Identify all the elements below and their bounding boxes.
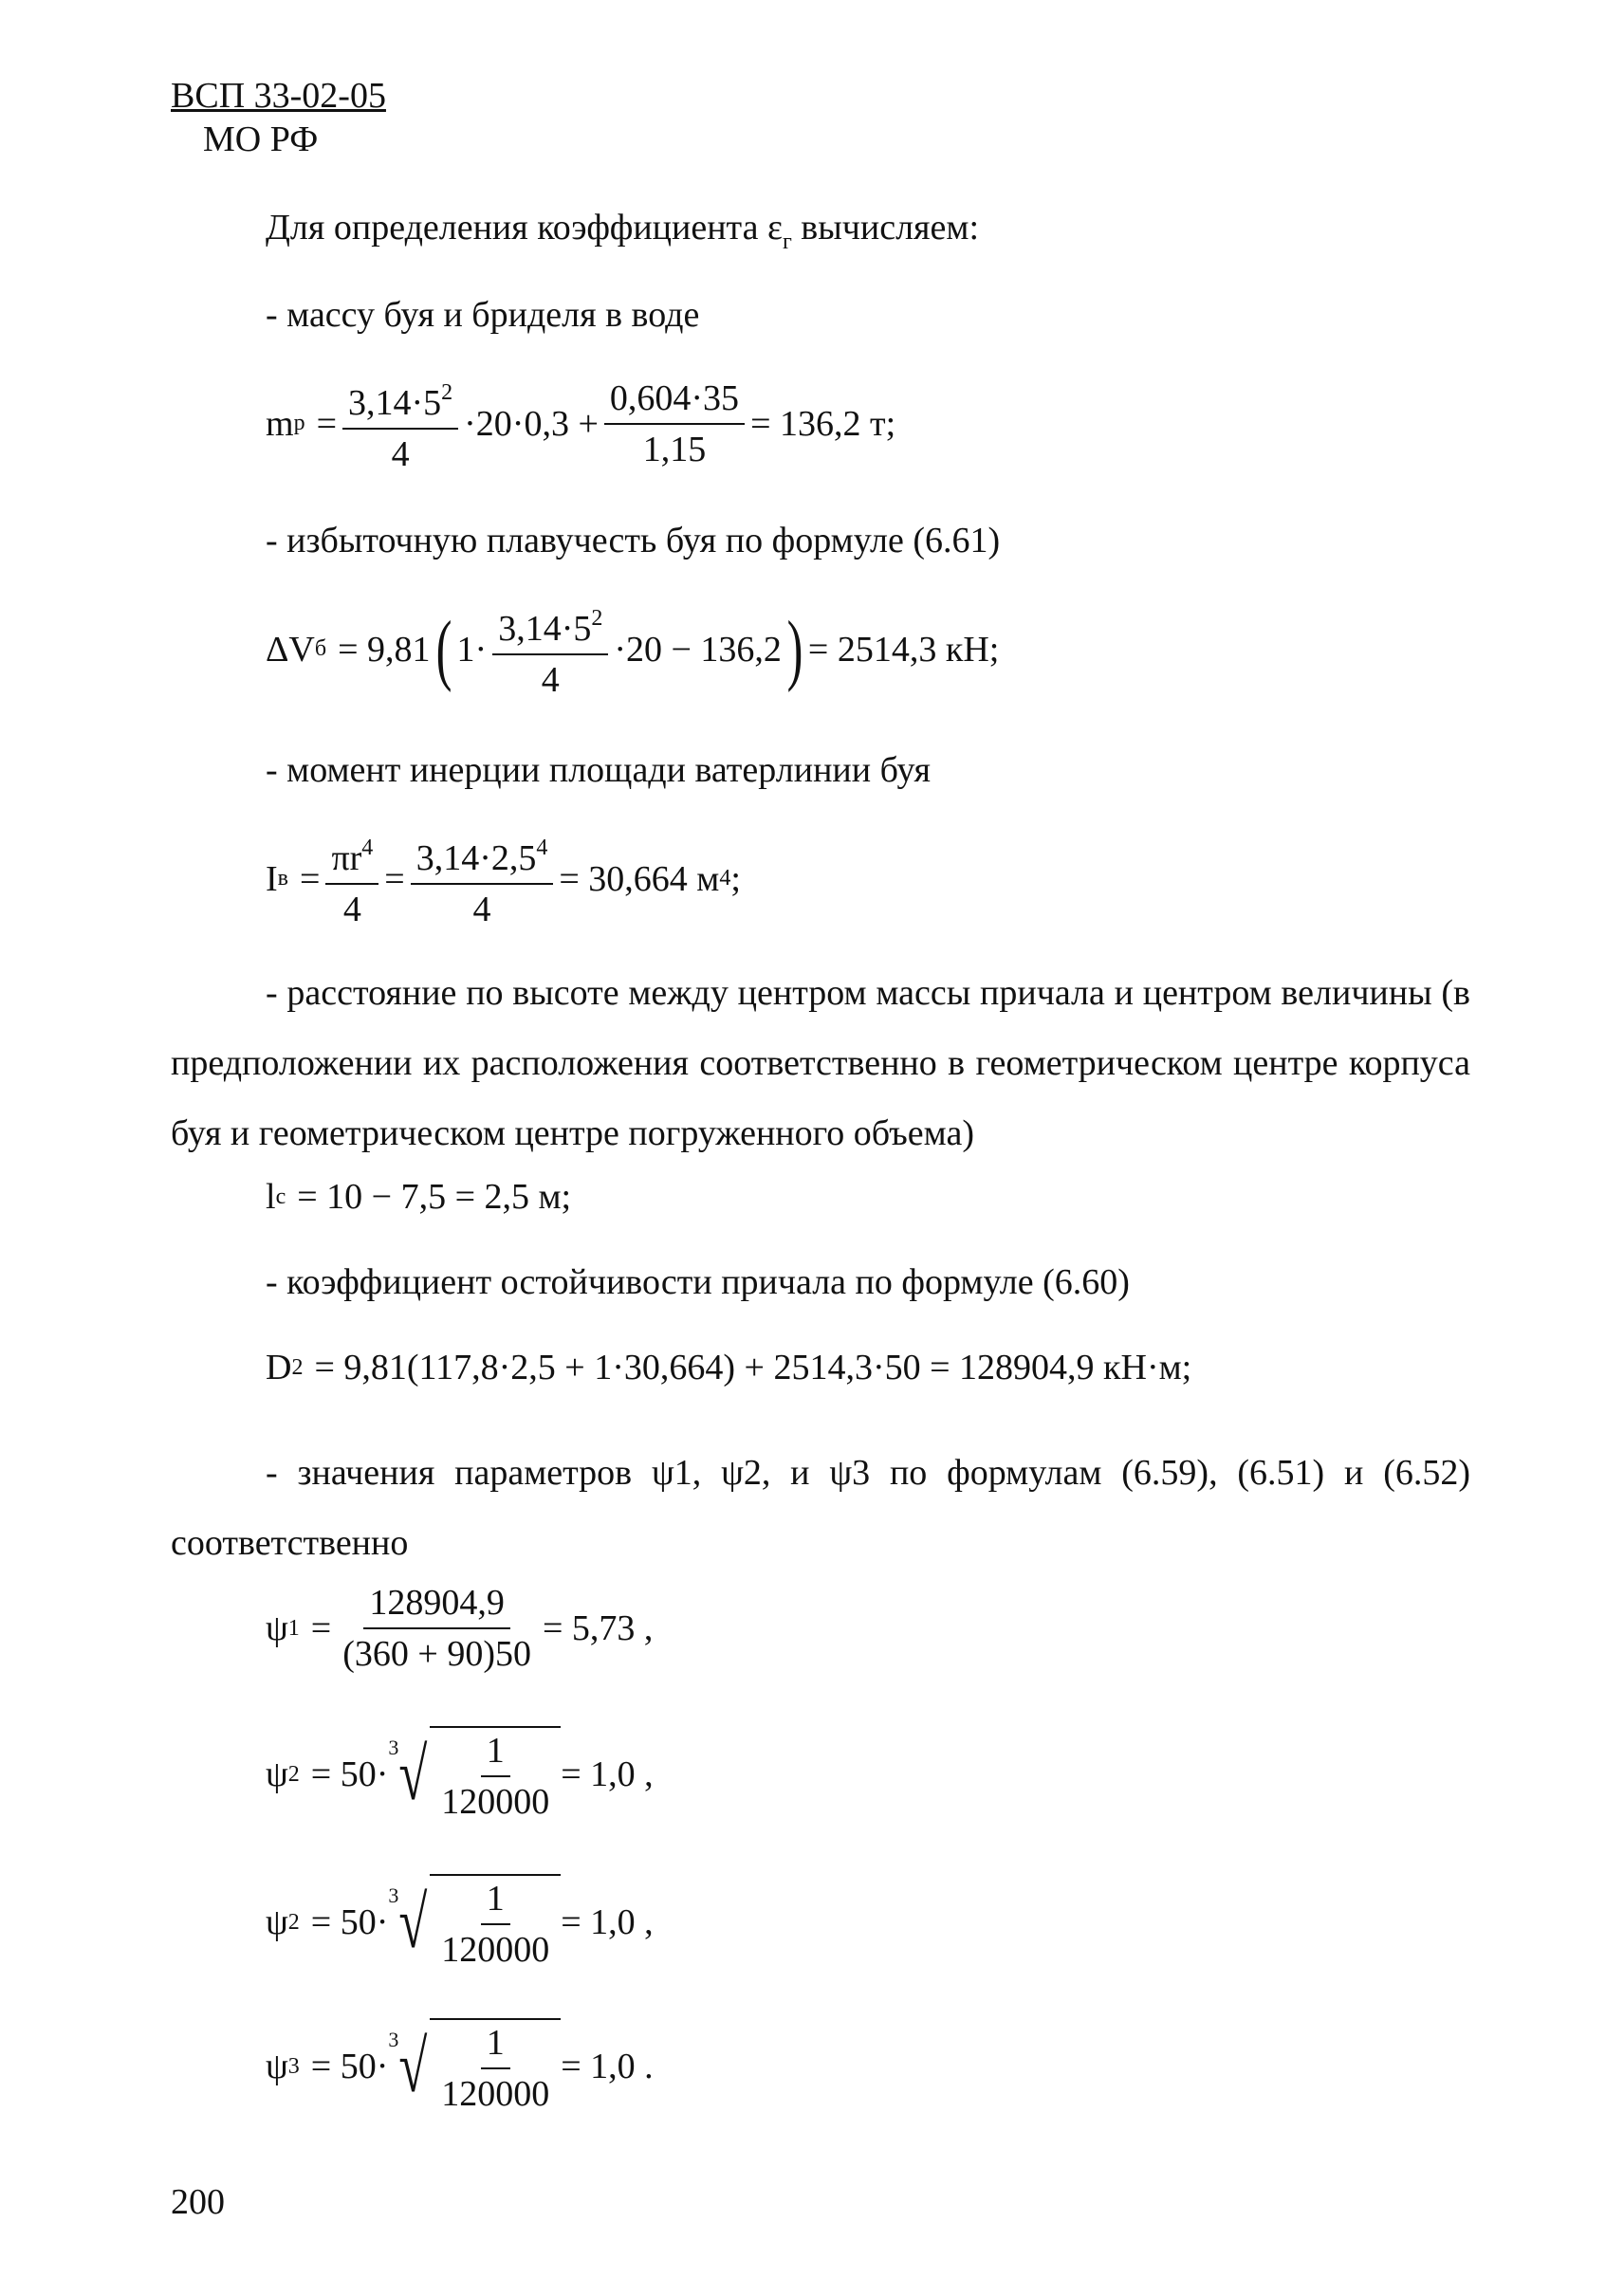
equation-psi2-second: ψ 2 = 50· 3 √ $\frac{1}{120000}$ = 1,0 , [266, 1874, 654, 1971]
fraction: $\frac{3,14\cdot 5^2}{4}$ [492, 597, 608, 701]
fraction: $\frac{128904,9}{(360 + 90)50}$ [342, 1583, 531, 1674]
equation-buoyancy: ΔV б = 9,81 ( 1· $\frac{3,14\cdot 5^2}{4}$ ·20 − 136,2 ) = 2514,3 кН; [266, 597, 999, 701]
page-number: 200 [171, 2182, 225, 2222]
document-code: ВСП 33-02-05 [171, 76, 386, 116]
equation-psi1: ψ 1 = $\frac{128904,9}{(360 + 90)50}$ = 5,73 , [266, 1583, 654, 1674]
equation-distance: l c = 10 − 7,5 = 2,5 м; [266, 1177, 572, 1217]
paragraph-parameters: - значения параметров ψ1, ψ2, и ψ3 по формулам (6.59), (6.51) и (6.52) соответственно [171, 1453, 1470, 1563]
equation-psi2-first: ψ 2 = 50· 3 √ $\frac{1}{120000}$ = 1,0 , [266, 1726, 654, 1823]
equation-inertia: I в = $\frac{\pi r^4}{4}$ = $\frac{3,14\cdot 2,5^4}{4}$ = 30,664 м 4 ; [266, 827, 741, 930]
paragraph-distance: - расстояние по высоте между центром массы причала и центром величины (в предположении их расположения соответственно в геометрическом центре корпуса буя и геометрическом центре погруженного объема) [171, 973, 1470, 1153]
fraction: $\frac{\pi r^4}{4}$ [325, 827, 378, 930]
item-stability: - коэффициент остойчивости причала по формуле (6.60) [266, 1262, 1130, 1302]
fraction: $\frac{0,604\cdot 35}{1,15}$ [604, 377, 745, 470]
cube-root: 3 √ $\frac{1}{120000}$ [388, 2018, 561, 2115]
equation-psi3: ψ 3 = 50· 3 √ $\frac{1}{120000}$ = 1,0 . [266, 2018, 654, 2115]
item-inertia: - момент инерции площади ватерлинии буя [266, 750, 931, 790]
item-buoyancy: - избыточную плавучесть буя по формуле (6.61) [266, 521, 1001, 560]
cube-root: 3 √ $\frac{1}{120000}$ [388, 1874, 561, 1971]
fraction: $\frac{3,14\cdot 2,5^4}{4}$ [411, 827, 554, 930]
intro-text: Для определения коэффициента $\varepsilon_г$ вычисляем: [266, 208, 979, 254]
equation-stability: D 2 = 9,81(117,8·2,5 + 1·30,664) + 2514,3·50 = 128904,9 кН·м; [266, 1348, 1192, 1387]
document-header [171, 74, 386, 161]
item-buoy-mass: - массу буя и бриделя в воде [266, 295, 700, 335]
equation-buoy-mass: m р = $\frac{3,14\cdot 5^2}{4}$ ·20·0,3 + $\frac{0,604\cdot 35}{1,15}$ = 136,2 т; [266, 372, 895, 475]
fraction: $\frac{3,14\cdot 5^2}{4}$ [342, 372, 458, 475]
document-organization: МО РФ [203, 119, 319, 159]
cube-root: 3 √ $\frac{1}{120000}$ [388, 1726, 561, 1823]
